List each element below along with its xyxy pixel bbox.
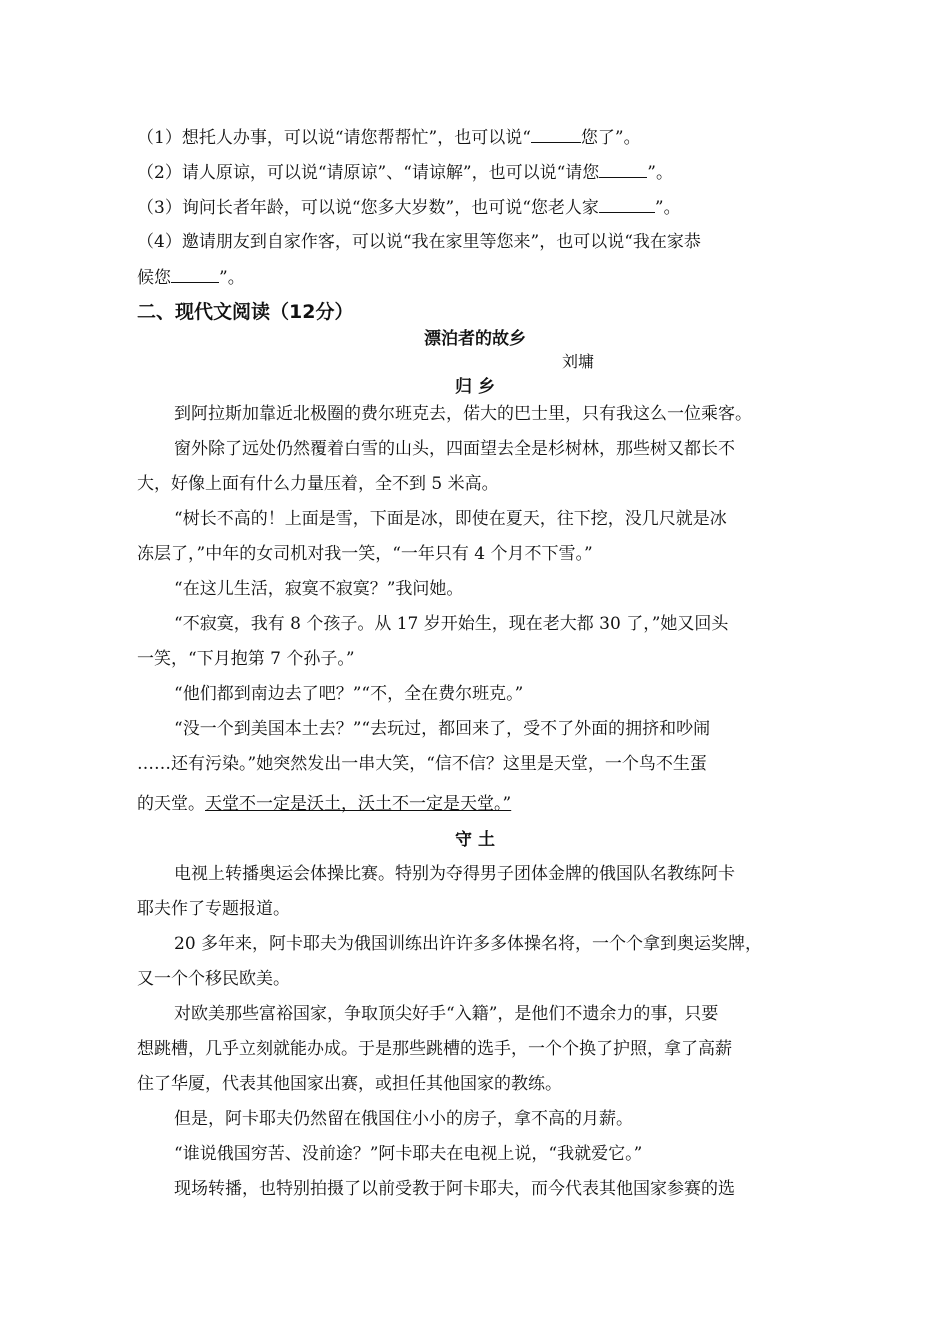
question-4-line-2 [137, 267, 245, 288]
part-1-line: “没一个到美国本土去？”“去玩过，都回来了，受不了外面的拥挤和吵闹 [174, 719, 711, 739]
part-2-line: 住了华厦，代表其他国家出赛，或担任其他国家的教练。 [137, 1074, 562, 1094]
part-1-line: “在这儿生活，寂寞不寂寞？”我问她。 [174, 579, 464, 599]
part-2-line: 20 多年来，阿卡耶夫为俄国训练出许许多多体操名将，一个个拿到奥运奖牌， [174, 934, 763, 954]
question-4-blank[interactable] [171, 267, 219, 283]
part-2-line: 又一个个移民欧美。 [137, 969, 290, 989]
question-3 [137, 197, 681, 218]
section-title: 二、现代文阅读（12分） [137, 301, 354, 323]
question-4-line-1: （4）邀请朋友到自家作客，可以说“我在家里等您来”，也可以说“我在家恭 [137, 232, 701, 252]
part-1-title: 归 乡 [455, 377, 495, 397]
question-1-text-before: （1）想托人办事，可以说“请您帮帮忙”，也可以说“ [137, 128, 531, 148]
question-4-text-before: 候您 [137, 268, 171, 288]
part-1-line: 大，好像上面有什么力量压着，全不到 5 米高。 [137, 474, 499, 494]
part-1-last-line [137, 794, 511, 814]
part-1-line: “树长不高的！上面是雪，下面是冰，即使在夏天，往下挖，没几尺就是冰 [174, 509, 727, 529]
part-1-last-line-text: 的天堂。 [137, 794, 205, 814]
part-2-line: 对欧美那些富裕国家，争取顶尖好手“入籍”，是他们不遗余力的事，只要 [174, 1004, 719, 1024]
part-2-line: “谁说俄国穷苦、没前途？”阿卡耶夫在电视上说，“我就爱它。” [174, 1144, 643, 1164]
question-1 [137, 127, 641, 148]
question-4-text-after: ”。 [219, 268, 245, 288]
part-2-line: 想跳槽，几乎立刻就能办成。于是那些跳槽的选手，一个个换了护照，拿了高薪 [137, 1039, 732, 1059]
question-2-text-before: （2）请人原谅，可以说“请原谅”、“请谅解”，也可以说“请您 [137, 163, 600, 183]
part-1-line: 一笑，“下月抱第 7 个孙子。” [137, 649, 355, 669]
question-1-text-after: 您了”。 [580, 128, 641, 148]
part-2-line: 现场转播，也特别拍摄了以前受教于阿卡耶夫，而今代表其他国家参赛的选 [174, 1179, 735, 1199]
part-1-line: 到阿拉斯加靠近北极圈的费尔班克去，偌大的巴士里，只有我这么一位乘客。 [174, 404, 752, 424]
question-3-blank[interactable] [599, 197, 655, 213]
question-2 [137, 162, 673, 183]
part-1-line: 窗外除了远处仍然覆着白雪的山头，四面望去全是杉树林，那些树又都长不 [174, 439, 735, 459]
question-2-blank[interactable] [599, 162, 647, 178]
question-1-blank[interactable] [531, 127, 581, 143]
part-1-line: “不寂寞，我有 8 个孩子。从 17 岁开始生，现在老大都 30 了，”她又回头 [174, 614, 729, 634]
question-3-text-before: （3）询问长者年龄，可以说“您多大岁数”，也可说“您老人家 [137, 198, 599, 218]
question-2-text-after: ”。 [647, 163, 673, 183]
part-1-line: “他们都到南边去了吧？”“不，全在费尔班克。” [174, 684, 524, 704]
part-1-line: 冻层了，”中年的女司机对我一笑，“一年只有 4 个月不下雪。” [137, 544, 593, 564]
underlined-sentence: 天堂不一定是沃土，沃土不一定是天堂。” [205, 794, 512, 814]
part-2-title: 守 土 [455, 830, 495, 850]
article-title: 漂泊者的故乡 [424, 329, 526, 349]
article-author: 刘墉 [562, 352, 595, 371]
part-2-line: 电视上转播奥运会体操比赛。特别为夺得男子团体金牌的俄国队名教练阿卡 [174, 864, 735, 884]
question-3-text-after: ”。 [654, 198, 681, 218]
part-1-line: ……还有污染。”她突然发出一串大笑，“信不信？这里是天堂，一个鸟不生蛋 [137, 754, 707, 774]
part-2-line: 但是，阿卡耶夫仍然留在俄国住小小的房子，拿不高的月薪。 [174, 1109, 633, 1129]
part-2-line: 耶夫作了专题报道。 [137, 899, 290, 919]
